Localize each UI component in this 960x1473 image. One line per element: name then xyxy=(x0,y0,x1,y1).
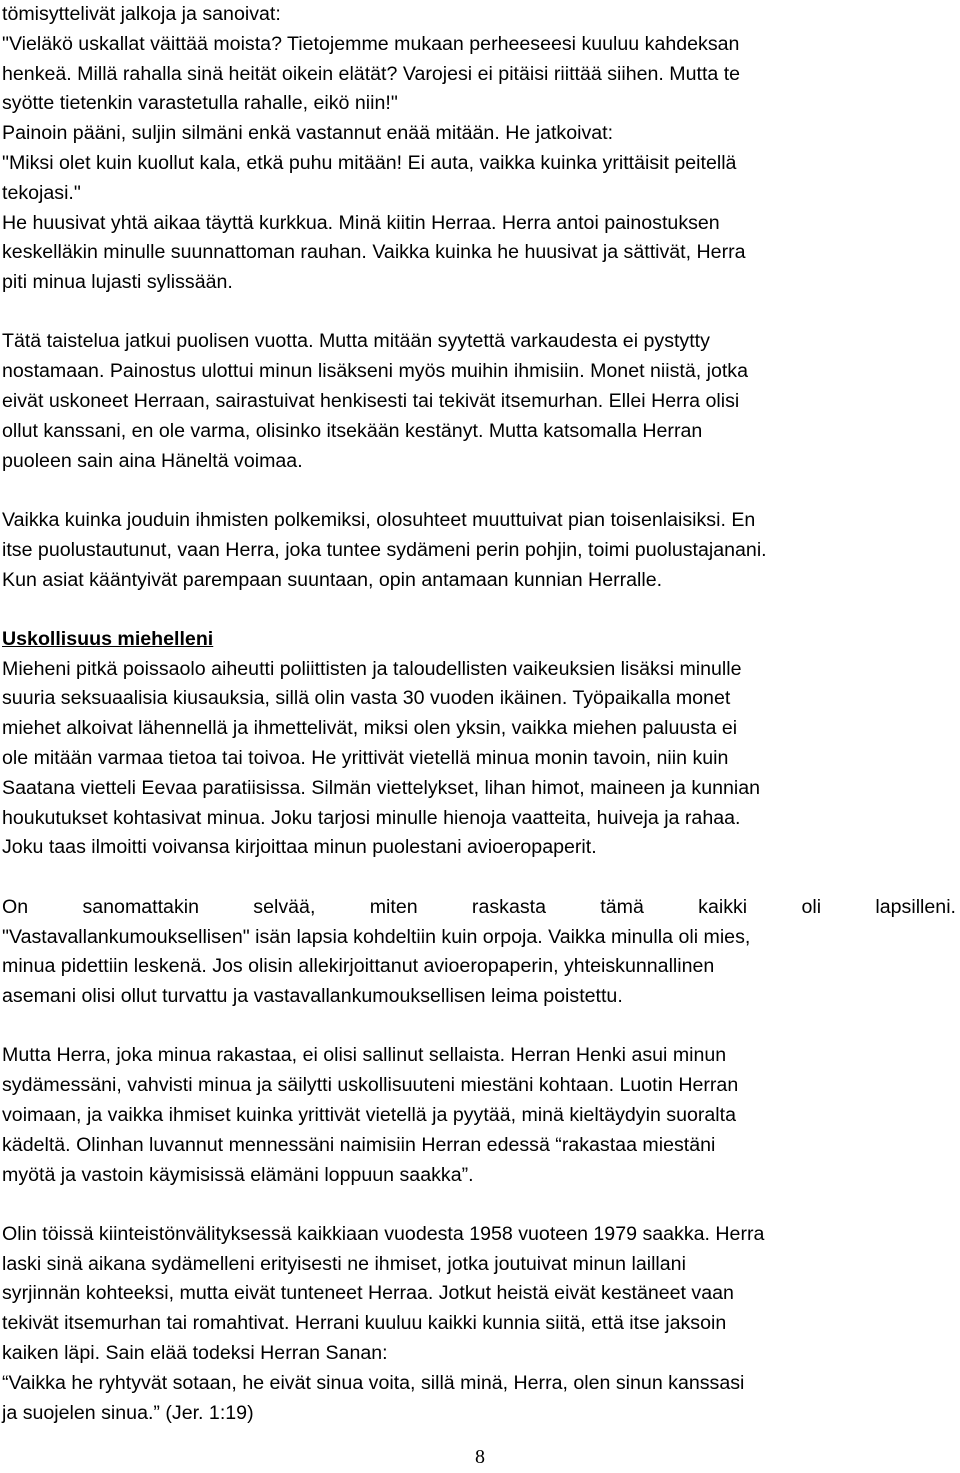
paragraph-widow xyxy=(2,893,956,1012)
section-heading: Uskollisuus miehelleni xyxy=(2,627,214,650)
text-line: suuria seksuaalisia kiusauksia, sillä olin vasta 30 vuoden ikäinen. Työpaikalla monet xyxy=(2,687,731,710)
text-line: nostamaan. Painostus ulottui minun lisäkseni myös muihin ihmisiin. Monet niistä, jotka xyxy=(2,360,748,383)
text-line: On sanomattakin selvää, miten raskasta tämä kaikki oli lapsilleni. xyxy=(2,895,956,918)
text-line: Kun asiat kääntyivät parempaan suuntaan, opin antamaan kunnian Herralle. xyxy=(2,568,663,591)
paragraph-gap xyxy=(2,476,956,506)
text-line: kaiken läpi. Sain elää todeksi Herran Sanan: xyxy=(2,1342,388,1365)
paragraph-persecuted xyxy=(2,506,956,595)
text-line: henkeä. Millä rahalla sinä heität oikein elätät? Varojesi ei pitäisi riittää siihen. Mutta te xyxy=(2,62,741,85)
text-line: Olin töissä kiinteistönvälityksessä kaikkiaan vuodesta 1958 vuoteen 1979 saakka. Herra xyxy=(2,1222,765,1245)
paragraph-lord xyxy=(2,1041,956,1190)
paragraph-gap xyxy=(2,863,956,893)
bible-quote-line: “Vaikka he ryhtyvät sotaan, he eivät sinua voita, sillä minä, Herra, olen sinun kanssasi xyxy=(2,1371,745,1394)
paragraph-faithfulness xyxy=(2,655,956,864)
text-line: Joku taas ilmoitti voivansa kirjoittaa minun puolestani avioeropaperit. xyxy=(2,836,597,859)
paragraph-gap xyxy=(2,298,956,328)
text-line: syrjinnän kohteeksi, mutta eivät tunteneet Herraa. Jotkut heistä eivät kestäneet vaan xyxy=(2,1282,734,1305)
bible-quote-line: ja suojelen sinua.” (Jer. 1:19) xyxy=(2,1401,254,1424)
paragraph-work xyxy=(2,1220,956,1429)
paragraph-gap xyxy=(2,595,956,625)
text-line: tekivät itsemurhan tai romahtivat. Herrani kuuluu kaikki kunnia siitä, että itse jaksoin xyxy=(2,1312,727,1335)
page-number: 8 xyxy=(475,1446,485,1468)
text-line: "Miksi olet kuin kuollut kala, etkä puhu mitään! Ei auta, vaikka kuinka yrittäisit peitellä xyxy=(2,151,737,174)
paragraph-gap xyxy=(2,1190,956,1220)
text-line: sydämessäni, vahvisti minua ja säilytti uskollisuuteni miestäni kohtaan. Luotin Herran xyxy=(2,1074,739,1097)
text-line: myötä ja vastoin käymisissä elämäni loppuun saakka”. xyxy=(2,1163,474,1186)
document-page xyxy=(2,0,956,1428)
text-line: "Vastavallankumouksellisen" isän lapsia kohdeltiin kuin orpoja. Vaikka minulla oli mies, xyxy=(2,925,751,948)
text-line: "Vieläkö uskallat väittää moista? Tietojemme mukaan perheeseesi kuuluu kahdeksan xyxy=(2,32,740,55)
text-line: tekojasi." xyxy=(2,181,81,204)
text-line: piti minua lujasti sylissään. xyxy=(2,271,233,294)
text-line: Mieheni pitkä poissaolo aiheutti poliittisten ja taloudellisten vaikeuksien lisäksi minulle xyxy=(2,657,742,680)
text-line: miehet alkoivat lähennellä ja ihmettelivät, miksi olen yksin, vaikka miehen paluusta ei xyxy=(2,717,738,740)
text-line: kädeltä. Olinhan luvannut mennessäni naimisiin Herran edessä “rakastaa miestäni xyxy=(2,1133,716,1156)
text-line: He huusivat yhtä aikaa täyttä kurkkua. Minä kiitin Herraa. Herra antoi painostuksen xyxy=(2,211,720,234)
text-line: tömisyttelivät jalkoja ja sanoivat: xyxy=(2,3,281,25)
paragraph-struggle xyxy=(2,327,956,476)
text-line: Tätä taistelua jatkui puolisen vuotta. Mutta mitään syytettä varkaudesta ei pystytty xyxy=(2,330,710,353)
text-line: itse puolustautunut, vaan Herra, joka tuntee sydämeni perin pohjin, toimi puolustajanani. xyxy=(2,538,767,561)
text-line: Mutta Herra, joka minua rakastaa, ei olisi sallinut sellaista. Herran Henki asui minun xyxy=(2,1044,727,1067)
text-line: Painoin pääni, suljin silmäni enkä vastannut enää mitään. He jatkoivat: xyxy=(2,122,614,145)
text-line: ole mitään varmaa tietoa tai toivoa. He yrittivät vietellä minua monin tavoin, niin kuin xyxy=(2,747,729,770)
text-line: voimaan, ja vaikka ihmiset kuinka yrittivät vietellä ja pyytää, minä kieltäydyin suoralta xyxy=(2,1104,737,1126)
text-line: laski sinä aikana sydämelleni erityisesti ne ihmiset, jotka joutuivat minun laillani xyxy=(2,1252,686,1275)
text-line: Vaikka kuinka jouduin ihmisten polkemiksi, olosuhteet muuttuivat pian toisenlaisiksi. En xyxy=(2,508,756,531)
text-line: minua pidettiin leskenä. Jos olisin allekirjoittanut avioeropaperin, yhteiskunnallinen xyxy=(2,955,715,978)
text-line: ollut kanssani, en ole varma, olisinko itsekään kestänyt. Mutta katsomalla Herran xyxy=(2,419,703,442)
text-line: puoleen sain aina Häneltä voimaa. xyxy=(2,449,303,472)
text-line: eivät uskoneet Herraan, sairastuivat henkisesti tai tekivät itsemurhan. Ellei Herra olisi xyxy=(2,390,740,413)
text-line: keskelläkin minulle suunnattoman rauhan. Vaikka kuinka he huusivat ja sättivät, Herra xyxy=(2,241,746,264)
text-line: Saatana vietteli Eevaa paratiisissa. Silmän viettelykset, lihan himot, maineen ja kunnian xyxy=(2,776,761,799)
text-line: syötte tietenkin varastetulla rahalle, eikö niin!" xyxy=(2,92,398,115)
text-line: asemani olisi ollut turvattu ja vastavallankumouksellisen leima poistettu. xyxy=(2,985,623,1008)
paragraph-gap xyxy=(2,1012,956,1042)
text-line: houkutukset kohtasivat minua. Joku tarjosi minulle hienoja vaatteita, huiveja ja rahaa. xyxy=(2,806,741,829)
paragraph-accusation xyxy=(2,0,956,298)
